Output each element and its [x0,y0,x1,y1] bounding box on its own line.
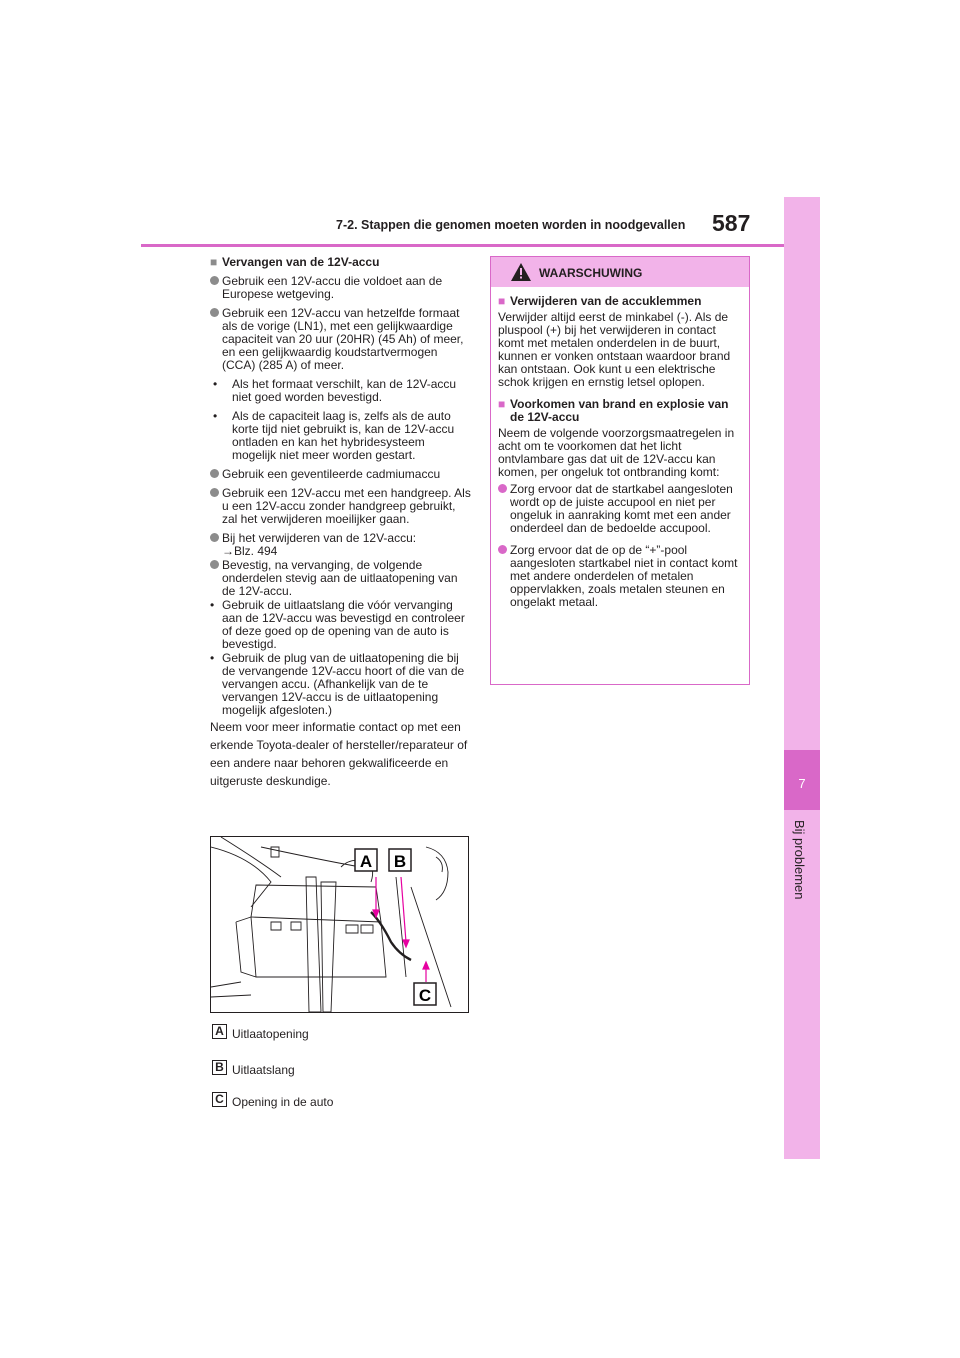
warning-title: WAARSCHUWING [539,266,643,280]
sub-list-item: • Gebruik de uitlaatslang die vóór vervanging aan de 12V-accu was bevestigd en controleer of deze goed op de opening van de auto is bevestigd. [210,598,465,651]
list-item: Gebruik een 12V-accu die voldoet aan de Europese wetgeving. [210,275,472,301]
warning-body [491,287,749,609]
page-reference[interactable]: →Blz. 494 [222,544,278,558]
round-bullet-icon [210,469,219,478]
section-heading-row [210,256,472,269]
chapter-sidebar [784,197,820,1159]
sub-list-item: • Gebruik de plug van de uitlaatopening die bij de vervangende 12V-accu hoort of die van de vervangen accu. (Afhankelijk van de te vervangen 12V-accu is de uitlaatopening mogelijk afgesloten.) [210,651,465,717]
figure-label-c: C [418,986,432,1005]
round-bullet-icon [498,545,507,554]
square-bullet-icon: ■ [210,255,218,269]
chapter-number-tab [784,750,820,810]
round-bullet-icon [210,560,219,569]
round-bullet-icon [210,276,219,285]
warning-triangle-icon [511,263,531,281]
legend-key: C [212,1092,227,1107]
figure-label-b: B [393,852,407,871]
warning-box [490,256,750,685]
list-item: Bij het verwijderen van de 12V-accu: →Blz. 494 [210,532,472,558]
page-number: 587 [712,210,751,236]
round-bullet-icon [210,488,219,497]
warning-heading-row: ■ Verwijderen van de accuklemmen [498,294,702,308]
warning-heading-row: ■ Voorkomen van brand en explosie van de 12V-accu [498,397,729,424]
section-title: 7-2. Stappen die genomen moeten worden in noodgevallen [336,218,686,232]
left-column [210,256,472,790]
battery-illustration [210,836,469,1013]
list-item: Bevestig, na vervanging, de volgende onderdelen stevig aan de uitlaatopening van de 12V-accu. [210,559,472,598]
list-item: Gebruik een 12V-accu met een handgreep. Als u een 12V-accu zonder handgreep gebruikt, zal het verwijderen moeilijker gaan. [210,487,472,526]
warning-list-item: Zorg ervoor dat de startkabel aangesloten wordt op de juiste accupool en niet per ongeluk in aanraking komt met een ander onderdeel dan de bedoelde accupool. [498,483,743,535]
round-bullet-icon [210,533,219,542]
header-rule [141,244,784,247]
figure-label-a: A [359,852,373,871]
round-bullet-icon [210,308,219,317]
list-item: Gebruik een geventileerde cadmiumaccu [210,468,472,481]
legend-key: A [212,1024,227,1039]
section-heading: Vervangen van de 12V-accu [222,255,380,269]
square-bullet-icon: ■ [498,294,506,308]
chapter-number: 7 [798,776,806,791]
sub-list-item: • Als het formaat verschilt, kan de 12V-accu niet goed worden bevestigd. [213,377,457,404]
list-item: Gebruik een 12V-accu van hetzelfde formaat als de vorige (LN1), met een gelijkwaardige capaciteit van 20 uur (20HR) (45 Ah) of meer, en een gelijkwaardig koudstartvermogen (CCA) (285 A) of meer. [210,307,472,372]
square-bullet-icon: ■ [498,397,506,411]
warning-list-item: Zorg ervoor dat de op de “+”-pool aangesloten startkabel niet in contact komt met andere onderdelen of metalen oppervlakken, zoals metalen steunen en ongelakt metaal. [498,544,743,609]
sub-list-item: • Als de capaciteit laag is, zelfs als de auto korte tijd niet gebruikt is, kan de 12V-accu ontladen en kan het hybridesysteem mogelijk niet meer worden gestart. [213,409,455,462]
round-bullet-icon [498,484,507,493]
contact-paragraph: Neem voor meer informatie contact op met een erkende Toyota-dealer of hersteller/reparateur of een andere naar behoren gekwalificeerde en uitgeruste deskundige. [210,720,468,788]
legend-key: B [212,1060,227,1075]
warning-paragraph: Verwijder altijd eerst de minkabel (-). Als de pluspool (+) bij het verwijderen in contact komt met metalen onderdelen in de buurt, kunnen er vonken ontstaan waardoor brand kan ontstaan. Ook kunt u een elektrische schok krijgen en ernstig letsel oplopen. [498,310,731,389]
warning-header [491,257,749,287]
warning-paragraph: Neem de volgende voorzorgsmaatregelen in acht om te voorkomen dat het licht ontvlambare gas dat uit de 12V-accu kan komen, per ongeluk tot ontbranding komt: [498,426,735,479]
chapter-label: Bij problemen [792,820,807,900]
